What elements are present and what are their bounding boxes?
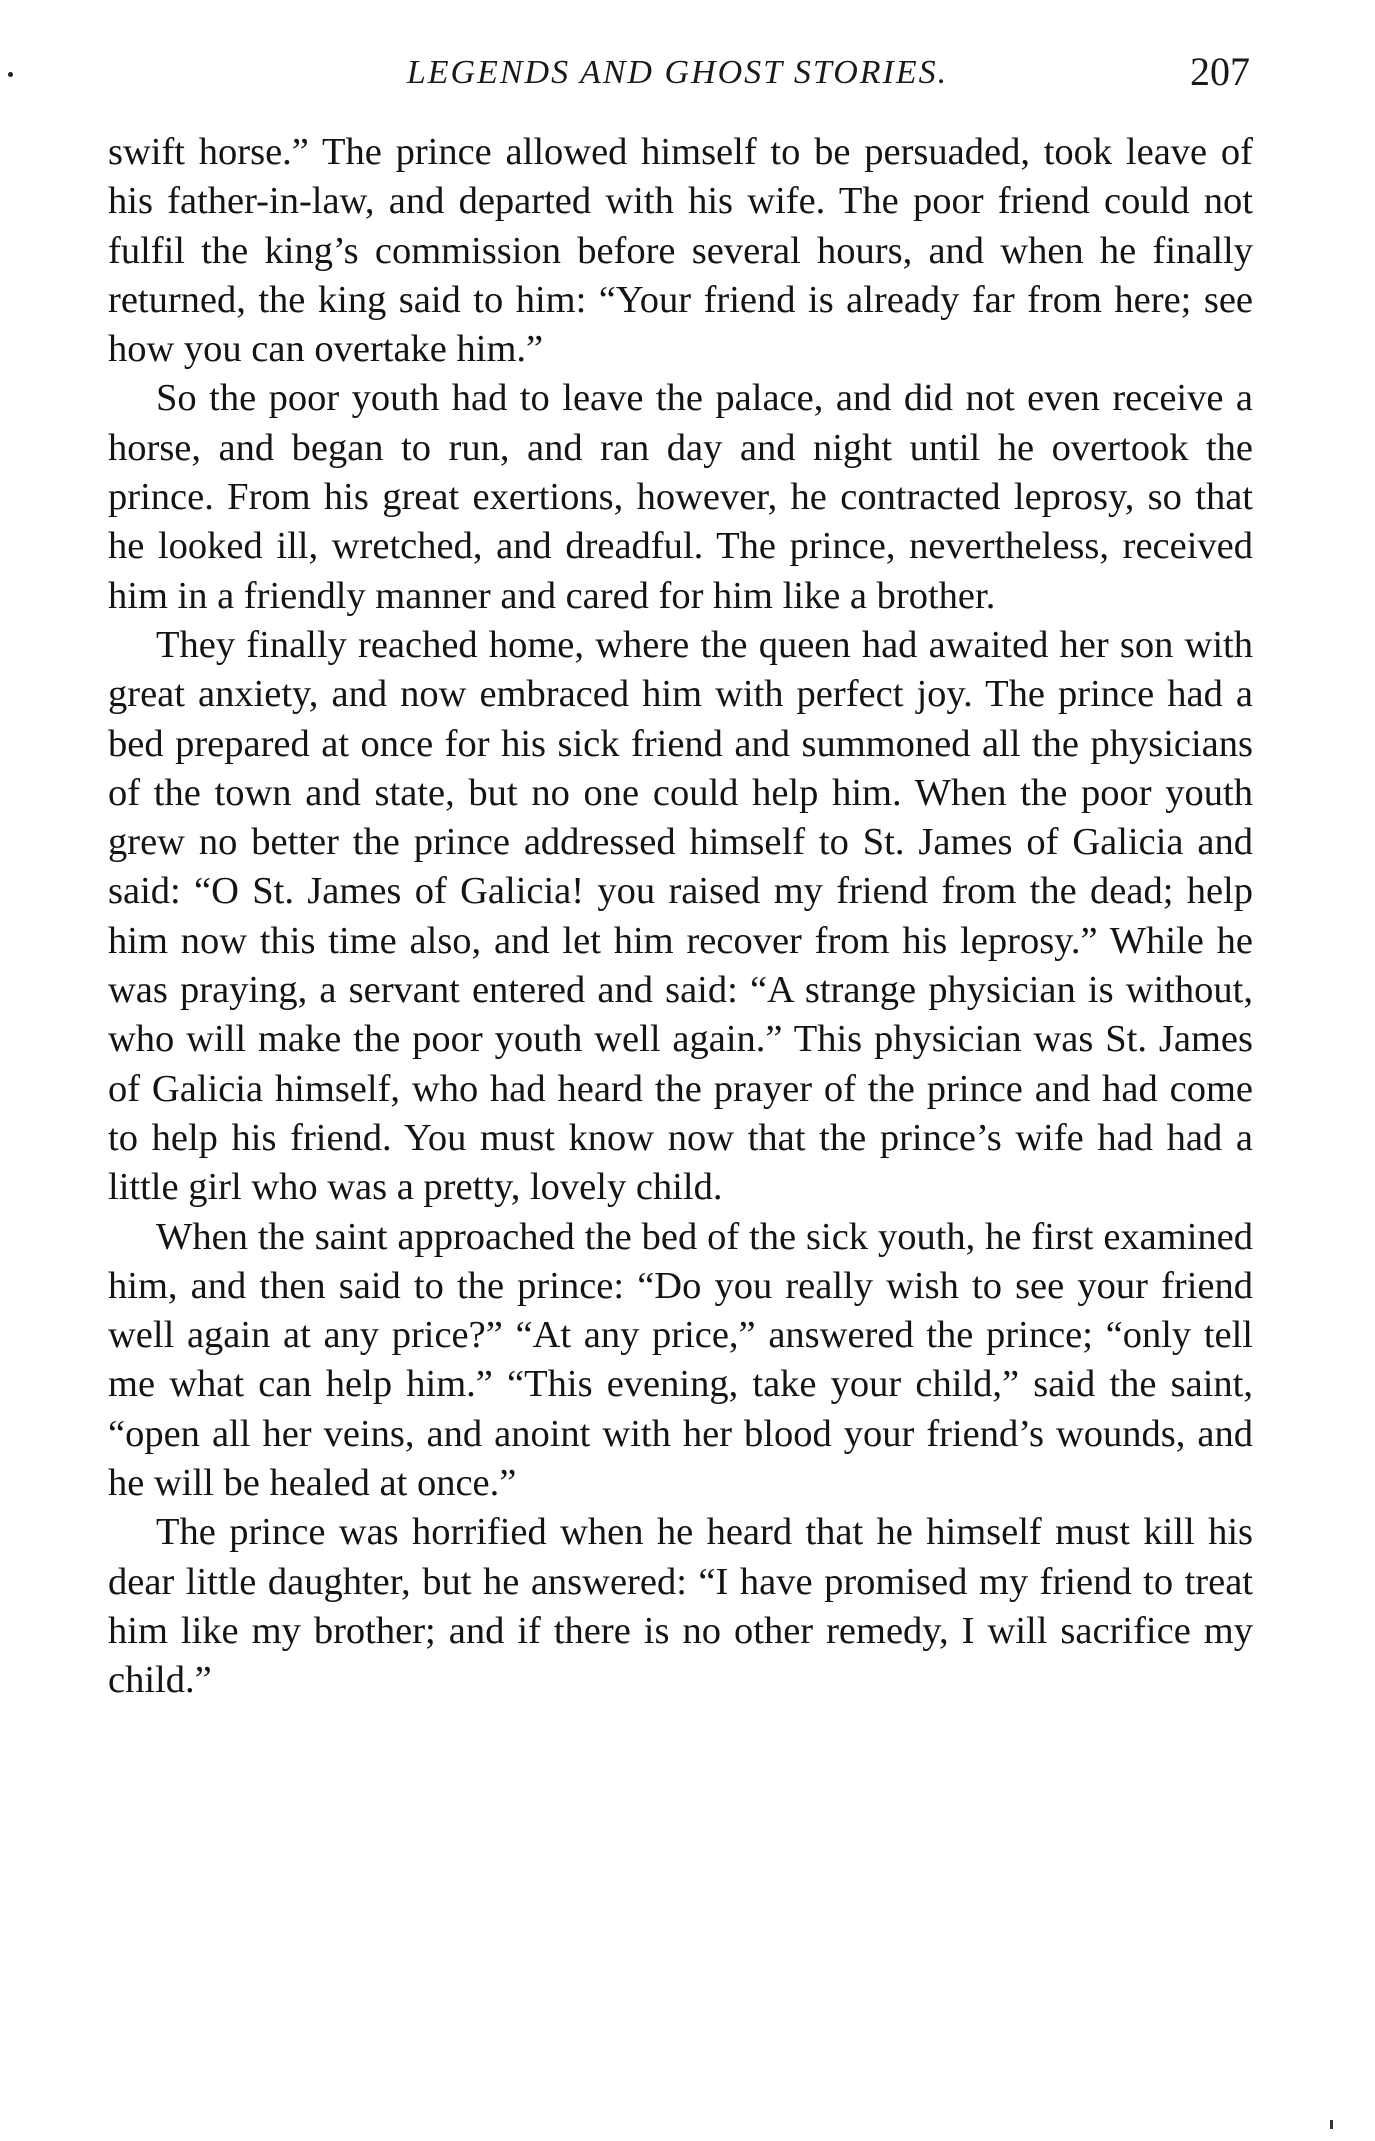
paragraph-1: swift horse.” The prince allowed himself to be persuaded, took leave of his father-in-law, and departed with his wife. The poor friend could not fulfil the king’s commission before several hours, and when he finally returned, the king said to him: “Your friend is already far from here; see how you can overtake him.” — [108, 131, 1253, 371]
page-header — [105, 48, 1250, 108]
margin-mark-bottom — [1330, 2120, 1333, 2129]
paragraph-4: When the saint approached the bed of the sick youth, he first examined him, and then said to the prince: “Do you really wish to see your friend well again at any price?” “At any price,” answered the prince; “only tell me what can help him.” “This evening, take your child,” said the saint, “open all her veins, and anoint with her blood your friend’s wounds, and he will be healed at once.” — [108, 1215, 1253, 1505]
page-number: 207 — [1190, 49, 1250, 94]
running-title: LEGENDS AND GHOST STORIES. — [406, 54, 949, 91]
paragraph-3: They finally reached home, where the queen had awaited her son with great anxiety, and now embraced him with perfect joy. The prince had a bed prepared at once for his sick friend and summoned all the physicians of the town and state, but no one could help him. When the poor youth grew no better the prince addressed himself to St. James of Galicia and said: “O St. James of Galicia! you raised my friend from the dead; help him now this time also, and let him recover from his leprosy.” While he was praying, a servant entered and said: “A strange physician is without, who will make the poor youth well again.” This physician was St. James of Galicia himself, who had heard the prayer of the prince and had come to help his friend. You must know now that the prince’s wife had had a little girl who was a pretty, lovely child. — [108, 623, 1253, 1209]
body-text — [108, 128, 1253, 1706]
paragraph-2: So the poor youth had to leave the palace, and did not even receive a horse, and began to run, and ran day and night until he overtook the prince. From his great exertions, however, he contracted leprosy, so that he looked ill, wretched, and dreadful. The prince, nevertheless, received him in a friendly manner and cared for him like a brother. — [108, 377, 1253, 617]
margin-mark — [8, 72, 13, 77]
paragraph-5: The prince was horrified when he heard that he himself must kill his dear little daughter, but he answered: “I have promised my friend to treat him like my brother; and if there is no other remedy, I will sacrifice my child.” — [108, 1511, 1253, 1702]
